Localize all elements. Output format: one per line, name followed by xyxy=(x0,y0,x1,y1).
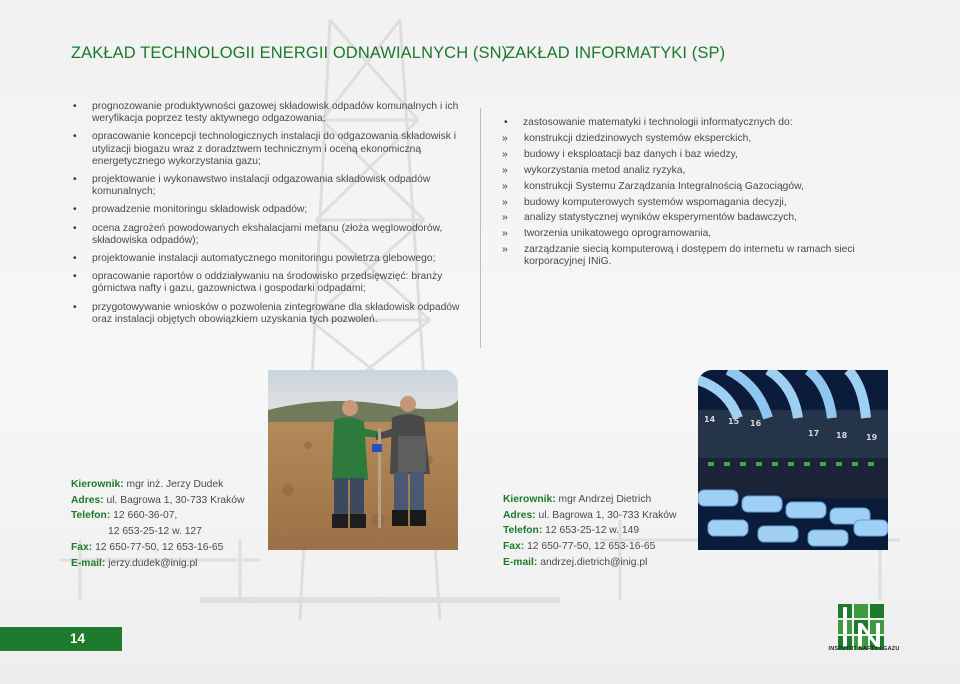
list-item: • prowadzenie monitoringu składowisk odpadów; xyxy=(72,204,464,216)
list-item: » konstrukcji dziedzinowych systemów eksperckich, xyxy=(500,133,896,145)
address-row xyxy=(503,508,676,524)
email-link[interactable]: jerzy.dudek@inig.pl xyxy=(108,557,198,569)
left-bullet-list xyxy=(72,101,464,332)
address-value: ul. Bagrowa 1, 30-733 Kraków xyxy=(106,494,245,506)
list-item: » budowy komputerowych systemów wspomagania decyzji, xyxy=(500,197,896,209)
address-label: Adres: xyxy=(71,494,104,506)
list-item: • projektowanie instalacji automatycznego monitoringu powietrza glebowego; xyxy=(72,253,464,265)
port-number-label: 15 xyxy=(728,417,740,426)
fax-row xyxy=(503,539,676,555)
left-section-title: ZAKŁAD TECHNOLOGII ENERGII ODNAWIALNYCH (SN) xyxy=(71,44,508,62)
phone-value: 12 660-36-07, xyxy=(113,510,178,522)
port-number-label: 17 xyxy=(808,429,820,438)
list-item: » budowy i eksploatacji baz danych i baz wiedzy, xyxy=(500,149,896,161)
phone-value-2: 12 653-25-12 w. 127 xyxy=(108,526,202,538)
network-switch-photo xyxy=(698,370,888,550)
port-number-label: 14 xyxy=(704,415,716,424)
list-item: • przygotowywanie wniosków o pozwolenia zintegrowane dla składowisk odpadów oraz instalacji objętych obowiązkiem uzyskania tych pozwoleń. xyxy=(72,302,464,326)
phone-value: 12 653-25-12 w. 149 xyxy=(545,525,640,537)
list-item: » wykorzystania metod analiz ryzyka, xyxy=(500,165,896,177)
list-item: • opracowanie raportów o oddziaływaniu na środowisko przedsięwzięć: branży górnictwa nafty i gazu, gazownictwa i gospodarki odpadami; xyxy=(72,271,464,295)
email-row xyxy=(503,555,676,571)
fax-value: 12 650-77-50, 12 653-16-65 xyxy=(95,541,224,553)
address-row xyxy=(71,493,244,509)
email-row xyxy=(71,556,244,572)
list-item: » zarządzanie siecią komputerową i dostępem do internetu w ramach sieci korporacyjnej INiG. xyxy=(500,244,896,268)
manager-label: Kierownik: xyxy=(503,494,556,505)
phone-row-2 xyxy=(71,524,244,540)
address-label: Adres: xyxy=(503,509,536,521)
manager-name: mgr Andrzej Dietrich xyxy=(558,494,652,505)
field-workers-photo xyxy=(268,370,458,550)
port-number-label: 19 xyxy=(866,433,878,442)
list-item: » tworzenia unikatowego oprogramowania, xyxy=(500,228,896,240)
right-contact-block xyxy=(503,492,676,571)
page-number: 14 xyxy=(0,627,122,651)
phone-label: Telefon: xyxy=(503,525,543,537)
manager-name: mgr inż. Jerzy Dudek xyxy=(126,479,224,490)
manager-row xyxy=(71,477,244,493)
right-section-title: ZAKŁAD INFORMATYKI (SP) xyxy=(505,44,726,62)
list-item: • opracowanie koncepcji technologicznych instalacji do odgazowania składowisk i utylizacji biogazu wraz z doradztwem technicznym i oceną ekonomiczną energetycznego wykorzystania gazu; xyxy=(72,131,464,168)
email-label: E-mail: xyxy=(503,556,538,568)
list-item: • zastosowanie matematyki i technologii informatycznych do: xyxy=(503,117,903,129)
phone-row xyxy=(503,523,676,539)
fax-row xyxy=(71,540,244,556)
fax-label: Fax: xyxy=(503,541,525,553)
right-sub-list xyxy=(500,133,896,272)
list-item: » analizy statystycznej wyników eksperymentów badawczych, xyxy=(500,212,896,224)
left-contact-block xyxy=(71,477,244,571)
column-divider xyxy=(480,108,481,348)
list-item: • ocena zagrożeń powodowanych ekshalacjami metanu (złoża węglowodorów, składowiska odpadów); xyxy=(72,223,464,247)
fax-value: 12 650-77-50, 12 653-16-65 xyxy=(527,541,656,553)
manager-row xyxy=(503,492,676,508)
phone-label: Telefon: xyxy=(71,510,111,522)
manager-label: Kierownik: xyxy=(71,479,124,490)
list-item: • prognozowanie produktywności gazowej składowisk odpadów komunalnych i ich weryfikacja poprzez testy aktywnego odgazowania; xyxy=(72,101,464,125)
port-number-label: 16 xyxy=(750,419,762,428)
address-value: ul. Bagrowa 1, 30-733 Kraków xyxy=(538,509,677,521)
email-link[interactable]: andrzej.dietrich@inig.pl xyxy=(540,556,648,568)
logo-caption: INSTYTUT NAFTY I GAZU xyxy=(828,646,900,652)
email-label: E-mail: xyxy=(71,557,106,569)
phone-row xyxy=(71,508,244,524)
fax-label: Fax: xyxy=(71,541,93,553)
port-number-label: 18 xyxy=(836,431,848,440)
list-item: » konstrukcji Systemu Zarządzania Integralnością Gazociągów, xyxy=(500,181,896,193)
list-item: • projektowanie i wykonawstwo instalacji odgazowania składowisk odpadów komunalnych; xyxy=(72,174,464,198)
